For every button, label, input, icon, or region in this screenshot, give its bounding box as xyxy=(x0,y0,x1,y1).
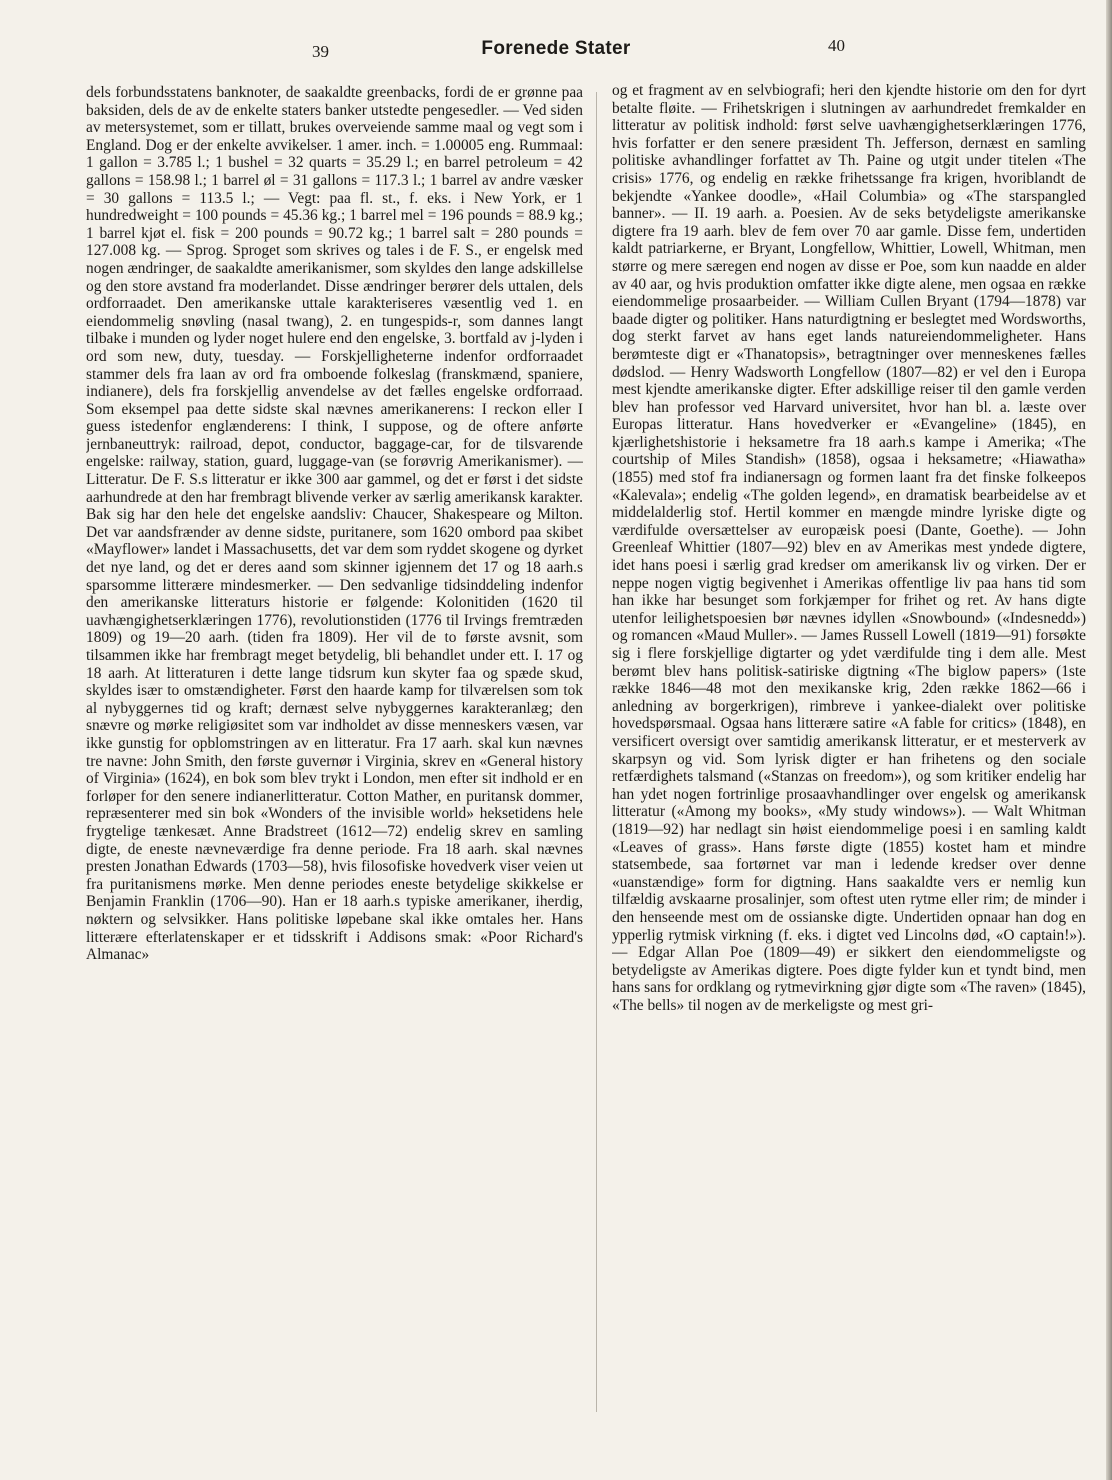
left-column-text: dels forbundsstatens banknoter, de saakaldte greenbacks, fordi de er grønne paa baksiden, dels de av de enkelte staters banker utstedte pengesedler. — Ved siden av metersystemet, som er tillatt, brukes overveiende samme maal og vegt som i England. Dog er der enkelte avvikelser. 1 amer. inch. = 1.00005 eng. Rummaal: 1 gallon = 3.785 l.; 1 bushel = 32 quarts = 35.29 l.; en barrel petroleum = 42 gallons = 158.98 l.; 1 barrel øl = 31 gallons = 117.3 l.; 1 barrel av andre væsker = 30 gallons = 113.5 l.; — Vegt: paa fl. st., f. eks. i New York, er 1 hundredweight = 100 pounds = 45.36 kg.; 1 barrel mel = 196 pounds = 88.9 kg.; 1 barrel kjøt el. fisk = 200 pounds = 90.72 kg.; 1 barrel salt = 280 pounds = 127.008 kg. — Sprog. Sproget som skrives og tales i de F. S., er engelsk med nogen ændringer, de saakaldte amerikanismer, som skyldes den lange adskillelse og den store avstand fra moderlandet. Disse ændringer berører dels uttalen, dels ordforraadet. Den amerikanske uttale karakteriseres væsentlig ved 1. en eiendommelig snøvling (nasal twang), 2. en tungespids-r, som dannes langt tilbake i munden og lyder noget hulere end den engelske, 3. bortfald av j-lyden i ord som new, duty, tuesday. — Forskjelligheterne indenfor ordforraadet stammer dels fra laan av ord fra omboende folkeslag (franskmænd, spaniere, indianere), dels fra forskjellig anvendelse av det fælles engelske ordforraad. Som eksempel paa dette sidste skal nævnes amerikanerens: I reckon eller I guess istedenfor englænderens: I think, I suppose, og de oftere anførte jernbaneuttryk: railroad, depot, conductor, baggage-car, for de tilsvarende engelske: railway, station, guard, luggage-van (se forøvrig Amerikanismer). — Litteratur. De F. S.s litteratur er ikke 300 aar gammel, og det er først i det sidste aarhundrede at den har frembragt blivende verker av særlig amerikansk karakter. Bak sig har den hele det engelske aandsliv: Chaucer, Shakespeare og Milton. Det var aandsfrænder av denne sidste, puritanere, som 1620 ombord paa skibet «Mayflower» landet i Massachusetts, det var dem som ryddet skogene og dyrket det nye land, og det er deres aand som skinner igjennem det 17 og 18 aarh.s sparsomme litterære mindesmerker. — Den sedvanlige tidsinddeling indenfor den amerikanske litteraturs historie er følgende: Kolonitiden (1620 til uavhængighetserklæringen 1776), revolutionstiden (1776 til Irvings fremtræden 1809) og 19—20 aarh. (tiden fra 1809). Her vil de to første avsnit, som tilsammen ikke har frembragt meget betydelig, bli behandlet under ett. I. 17 og 18 aarh. At litteraturen i dette lange tidsrum kun skyter faa og spæde skud, skyldes især to omstændigheter. Først den haarde kamp for tilværelsen som tok al nybyggernes tid og kraft; dernæst selve nybyggernes karakteranlæg; den snævre og mørke religiøsitet som var indholdet av disse menneskers væsen, var ikke gunstig for opblomstringen av en litteratur. Fra 17 aarh. skal kun nævnes tre navne: John Smith, den første guvernør i Virginia, skrev en «General history of Virginia» (1624), en bok som blev trykt i London, men efter sit indhold er en forløper for den senere indianerlitteratur. Cotton Mather, en puritansk dommer, repræsenterer med sin bok «Wonders of the invisible world» heksetidens hele frygtelige tænkesæt. Anne Bradstreet (1612—72) endelig skrev en samling digte, de eneste nævneværdige fra denne periode. Fra 18 aarh. skal nævnes presten Jonathan Edwards (1703—58), hvis filosofiske hovedverk viser veien ut fra puritanismens mørke. Men denne periodes eneste betydelige skikkelse er Benjamin Franklin (1706—90). Han er 18 aarh.s typiske amerikaner, iherdig, nøktern og selvsikker. Hans politiske løpebane skal ikke omtales her. Hans litterære efterlatenskaper er et tidsskrift i Addisons smak: «Poor Richard's Almanac» xyxy=(86,84,583,964)
page-edge xyxy=(1106,0,1112,1480)
running-title: Forenede Stater xyxy=(481,38,631,59)
left-page-number: 39 xyxy=(312,42,329,61)
right-page-number: 40 xyxy=(828,36,845,55)
page-header xyxy=(0,34,1112,66)
left-text-column xyxy=(86,84,583,1420)
right-column-text: og et fragment av en selvbiografi; heri den kjendte historie om den for dyrt betalte fløite. — Frihetskrigen i slutningen av aarhundredet fremkalder en litteratur av politisk indhold: først selve uavhængighetserklæringen 1776, hvis forfatter er den senere præsident Th. Jefferson, dernæst en samling politiske avhandlinger forfattet av Th. Paine og utgit under titelen «The crisis» 1776, og endelig en række frihetssange fra krigen, hvoriblandt de bekjendte «Yankee doodle», «Hail Columbia» og «The starspangled banner». — II. 19 aarh. a. Poesien. Av de seks betydeligste amerikanske digtere fra 19 aarh. blev de fem over 70 aar gamle. Disse fem, undertiden kaldt patriarkerne, er Bryant, Longfellow, Whittier, Lowell, Whitman, men større og mere særegen end nogen av disse er Poe, som kun naadde en alder av 40 aar, og hvis produktion omfatter ikke digte alene, men ogsaa en række eiendommelige prosaarbeider. — William Cullen Bryant (1794—1878) var baade digter og politiker. Hans naturdigtning er beslegtet med Wordsworths, dog sterkt farvet av hans eget lands natureiendommeligheter. Hans berømteste digt er «Thanatopsis», betragtninger over menneskenes fælles dødslod. — Henry Wadsworth Longfellow (1807—82) er vel den i Europa mest kjendte amerikanske digter. Efter adskillige reiser til den gamle verden blev han professor ved Harvard universitet, hvor han bl. a. læste over Europas litteratur. Hans hovedverker er «Evangeline» (1845), en kjærlighetshistorie i heksametre fra 18 aarh.s kampe i Amerika; «The courtship of Miles Standish» (1858), ogsaa i heksametre; «Hiawatha» (1855) med stof fra indianersagn og formen laant fra det finske folkeepos «Kalevala»; endelig «The golden legend», en dramatisk bearbeidelse av et middelalderlig stof. Hertil kommer en mængde mindre lyriske digte og værdifulde oversættelser av europæisk poesi (Dante, Goethe). — John Greenleaf Whittier (1807—92) blev en av Amerikas mest yndede digtere, idet hans poesi i særlig grad kredser om amerikansk liv og virken. Der er neppe nogen vigtig begivenhet i Amerikas offentlige liv paa hans tid som han ikke har besunget som forkjæmper for frihet og ret. Av hans digte utenfor leilighetspoesien bør nævnes idyllen «Snowbound» («Indesnedd») og romancen «Maud Muller». — James Russell Lowell (1819—91) forsøkte sig i flere forskjellige digtarter og ydet værdifulde ting i dem alle. Mest berømt blev hans politisk-satiriske digtning «The biglow papers» (1ste række 1846—48 mot den mexikanske krig, 2den række 1862—66 i anledning av borgerkrigen), rimbreve i yankee-dialekt over politiske hovedspørsmaal. Ogsaa hans litterære satire «A fable for critics» (1848), en versificert oversigt over samtidig amerikansk litteratur, er et mesterverk av skarpsyn og vid. Som lyrisk digter er han frihetens og den sociale retfærdighets talsmand («Stanzas on freedom»), og som kritiker endelig har han ydet nogen fortrinlige prosaavhandlinger over engelsk og amerikansk litteratur («Among my books», «My study windows»). — Walt Whitman (1819—92) har nedlagt sin høist eiendommelige poesi i en samling kaldt «Leaves of grass». Hans første digte (1855) kostet ham et mindre statsembede, saa fortørnet var man i ledende kredser over denne «uanstændige» form for digtning. Hans saakaldte vers er nemlig kun tilfældig avskaarne prosalinjer, som oftest uten rytme eller rim; de minder i den henseende mest om de ossianske digte. Undertiden opnaar han dog en ypperlig rytmisk virkning (f. eks. i digtet ved Lincolns død, «O captain!»). — Edgar Allan Poe (1809—49) er sikkert den eiendommeligste og betydeligste av Amerikas digtere. Poes digte fylder kun et tyndt bind, men hans sans for ordklang og rytmevirkning gjør digte som «The raven» (1845), «The bells» til nogen av de merkeligste og mest gri- xyxy=(612,82,1086,1014)
right-text-column xyxy=(612,82,1086,1382)
column-divider xyxy=(596,92,597,1412)
